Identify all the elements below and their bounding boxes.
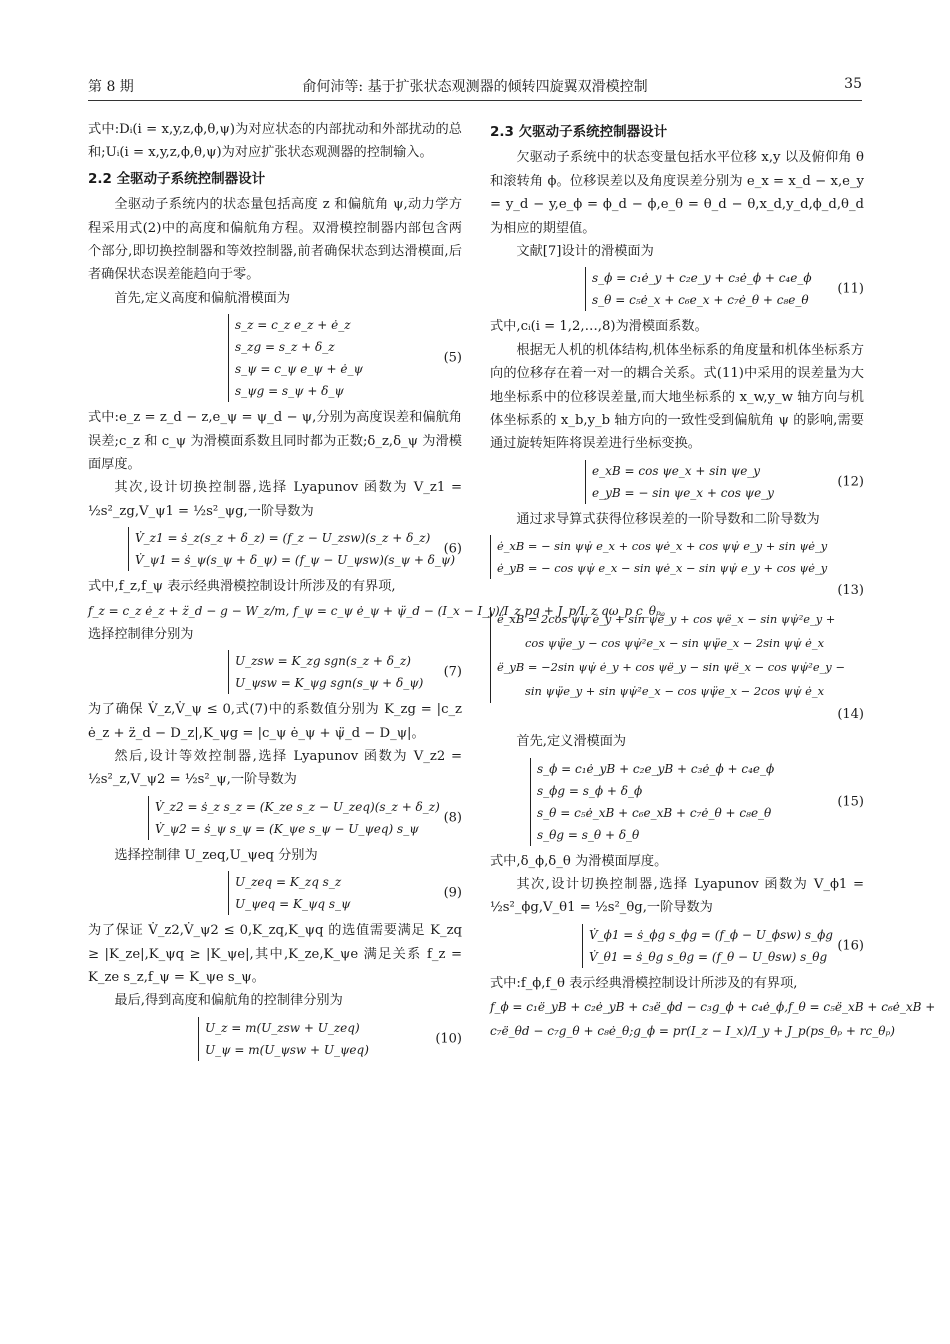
equation-9	[228, 871, 462, 915]
page-header	[88, 64, 862, 94]
equation-number: (16)	[837, 938, 864, 954]
paragraph: 式中:f_ϕ,f_θ 表示经典滑模控制设计所涉及的有界项,	[490, 975, 798, 991]
section-heading-2-3: 2.3 欠驱动子系统控制器设计	[490, 124, 668, 140]
header-rule	[88, 100, 862, 101]
paragraph: 为了保证 V̇_z2,V̇_ψ2 ≤ 0,K_zq,K_ψq 的选值需要满足 K_zq ≥ |K_ze|,K_ψq ≥ |K_ψe|,其中,K_ze,K_ψe 满足关系 f_z = K_ze s_z,f_ψ = K_ψe s_ψ。	[88, 923, 462, 985]
equation-6	[128, 527, 462, 571]
equation-body: ë_xB = 2cos ψψ̇ ė_y + sin ψë_y + cos ψë_x − sin ψψ̇²e_y + cos ψψ̈e_y − cos ψψ̇²e_x − sin ψψ̈e_x − 2sin ψψ̇ ė_x ë_yB = −2sin ψψ̇ ė_y + cos ψë_y − sin ψë_x − cos ψψ̇²e_y − sin ψψ̈e_y + sin ψψ̇²e_x − cos ψψ̈e_x − 2cos ψψ̇ ė_x	[490, 607, 864, 703]
equation-bounded-terms-1: f_ϕ = c₁ë_yB + c₂ė_yB + c₃ë_ϕd − c₃g_ϕ + c₄ė_ϕ,f_θ = c₅ë_xB + c₆ė_xB +	[490, 1000, 936, 1015]
equation-12	[585, 460, 864, 504]
issue-label: 第 8 期	[88, 79, 134, 95]
equation-number: (10)	[435, 1031, 462, 1047]
equation-number: (6)	[443, 541, 462, 557]
equation-number: (9)	[443, 885, 462, 901]
paragraph: 为了确保 V̇_z,V̇_ψ ≤ 0,式(7)中的系数值分别为 K_zg = |c_z ė_z + z̈_d − D_z|,K_ψg = |c_ψ ė_ψ + ψ̈_d − D_ψ|。	[88, 702, 462, 741]
paragraph: 首先,定义高度和偏航滑模面为	[114, 290, 291, 306]
equation-body: s_ϕ = c₁ė_y + c₂e_y + c₃ė_ϕ + c₄e_ϕ s_θ = c₅ė_x + c₆e_x + c₇ė_θ + c₈e_θ	[585, 267, 864, 311]
equation-body: ė_xB = − sin ψψ̇ e_x + cos ψė_x + cos ψψ̇ e_y + sin ψė_y ė_yB = − cos ψψ̇ e_x − sin ψė_x − sin ψψ̇ e_y + cos ψė_y	[490, 535, 864, 579]
equation-number: (13)	[837, 583, 864, 599]
equation-body: s_ϕ = c₁ė_yB + c₂e_yB + c₃ė_ϕ + c₄e_ϕ s_ϕg = s_ϕ + δ_ϕ s_θ = c₅ė_xB + c₆e_xB + c₇ė_θ + c₈e_θ s_θg = s_θ + δ_θ	[530, 758, 864, 846]
equation-number: (5)	[443, 350, 462, 366]
equation-number: (12)	[837, 474, 864, 490]
paragraph: 其次,设计切换控制器,选择 Lyapunov 函数为 V_ϕ1 = ½s²_ϕg,V_θ1 = ½s²_θg,一阶导数为	[490, 876, 864, 916]
equation-number: (11)	[837, 281, 864, 297]
equation-14	[490, 607, 864, 726]
paragraph: 式中:Dᵢ(i = x,y,z,ϕ,θ,ψ)为对应状态的内部扰动和外部扰动的总和;Uᵢ(i = x,y,z,ϕ,θ,ψ)为对应扩张状态观测器的控制输入。	[88, 122, 462, 161]
equation-body: U_z = m(U_zsw + U_zeq) U_ψ = m(U_ψsw + U_ψeq)	[198, 1017, 462, 1061]
equation-7	[228, 650, 462, 694]
equation-body: U_zeq = K_zq s_z U_ψeq = K_ψq s_ψ	[228, 871, 462, 915]
equation-body: s_z = c_z e_z + ė_z s_zg = s_z + δ_z s_ψ = c_ψ e_ψ + ė_ψ s_ψg = s_ψ + δ_ψ	[228, 314, 462, 402]
equation-11	[585, 267, 864, 311]
running-title: 俞何沛等: 基于扩张状态观测器的倾转四旋翼双滑模控制	[302, 79, 648, 95]
paragraph: 选择控制律 U_zeq,U_ψeq 分别为	[114, 847, 318, 863]
equation-body: V̇_ϕ1 = ṡ_ϕg s_ϕg = (f_ϕ − U_ϕsw) s_ϕg V̇_θ1 = ṡ_θg s_θg = (f_θ − U_θsw) s_θg	[582, 924, 864, 968]
equation-15	[530, 758, 864, 846]
paragraph: 式中,cᵢ(i = 1,2,…,8)为滑模面系数。	[490, 319, 708, 335]
paragraph: 通过求导算式获得位移误差的一阶导数和二阶导数为	[516, 511, 820, 527]
paragraph: 文献[7]设计的滑模面为	[516, 244, 654, 260]
paragraph: 式中,f_z,f_ψ 表示经典滑模控制设计所涉及的有界项,	[88, 579, 396, 595]
equation-number: (8)	[443, 810, 462, 826]
paragraph: 然后,设计等效控制器,选择 Lyapunov 函数为 V_z2 = ½s²_z,V_ψ2 = ½s²_ψ,一阶导数为	[88, 748, 462, 788]
paragraph: 欠驱动子系统中的状态变量包括水平位移 x,y 以及俯仰角 θ 和滚转角 ϕ。位移误差以及角度误差分别为 e_x = x_d − x,e_y = y_d − y,e_ϕ = ϕ_d − ϕ,e_θ = θ_d − θ,x_d,y_d,ϕ_d,θ_d 为相应的期望值。	[490, 150, 864, 236]
paragraph: 最后,得到高度和偏航角的控制律分别为	[114, 993, 343, 1009]
equation-bounded-terms-2: c₇ë_θd − c₇g_θ + c₈ė_θ;g_ϕ = pr(I_z − I_x)/I_y + J_p(ps_θₚ + rc_θₚ)	[490, 1024, 895, 1039]
equation-number: (7)	[443, 664, 462, 680]
equation-5	[228, 314, 462, 402]
equation-number: (14)	[837, 706, 864, 722]
section-heading-2-2: 2.2 全驱动子系统控制器设计	[88, 170, 266, 187]
equation-body: V̇_z2 = ṡ_z s_z = (K_ze s_z − U_zeq)(s_z + δ_z) V̇_ψ2 = ṡ_ψ s_ψ = (K_ψe s_ψ − U_ψeq) s_ψ	[148, 796, 462, 840]
paragraph: 根据无人机的机体结构,机体坐标系的角度量和机体坐标系方向的位移存在着一对一的耦合关系。式(11)中采用的误差量为大地坐标系中的位移误差量,而大地坐标系的 x_w,y_w 轴方向与机体坐标系的 x_b,y_b 轴方向的一致性受到偏航角 ψ 的影响,需要通过旋转矩阵将误差进行坐标变换。	[490, 342, 864, 452]
equation-bounded-terms: f_z = c_z ė_z + z̈_d − g − W_z/m, f_ψ = c_ψ ė_ψ + ψ̈_d − (I_x − I_y)/I_z pq + J_p/I_z qω_p c_θₚ。	[88, 603, 673, 618]
equation-16	[582, 924, 864, 968]
equation-body: e_xB = cos ψe_x + sin ψe_y e_yB = − sin ψe_x + cos ψe_y	[585, 460, 864, 504]
right-column	[490, 118, 936, 1043]
paragraph: 式中,δ_ϕ,δ_θ 为滑模面厚度。	[490, 853, 668, 869]
paragraph: 选择控制律分别为	[88, 626, 194, 642]
equation-8	[148, 796, 462, 840]
paragraph: 首先,定义滑模面为	[516, 734, 627, 750]
equation-10	[198, 1017, 462, 1061]
paragraph: 式中:e_z = z_d − z,e_ψ = ψ_d − ψ,分别为高度误差和偏航角误差;c_z 和 c_ψ 为滑模面系数且同时都为正数;δ_z,δ_ψ 为滑模面厚度。	[88, 410, 462, 473]
equation-body: V̇_z1 = ṡ_z(s_z + δ_z) = (f_z − U_zsw)(s_z + δ_z) V̇_ψ1 = ṡ_ψ(s_ψ + δ_ψ) = (f_ψ − U_ψsw)(s_ψ + δ_ψ)	[128, 527, 462, 571]
paragraph: 全驱动子系统内的状态量包括高度 z 和偏航角 ψ,动力学方程采用式(2)中的高度和偏航角方程。双滑模控制器内部包含两个部分,即切换控制器和等效控制器,前者确保状态到达滑模面,后者确保状态误差能趋向于零。	[88, 197, 462, 283]
equation-13	[490, 535, 864, 602]
paragraph: 其次,设计切换控制器,选择 Lyapunov 函数为 V_z1 = ½s²_zg,V_ψ1 = ½s²_ψg,一阶导数为	[88, 480, 462, 519]
equation-body: U_zsw = K_zg sgn(s_z + δ_z) U_ψsw = K_ψg sgn(s_ψ + δ_ψ)	[228, 650, 462, 694]
equation-number: (15)	[837, 793, 864, 809]
page-number: 35	[844, 76, 862, 92]
